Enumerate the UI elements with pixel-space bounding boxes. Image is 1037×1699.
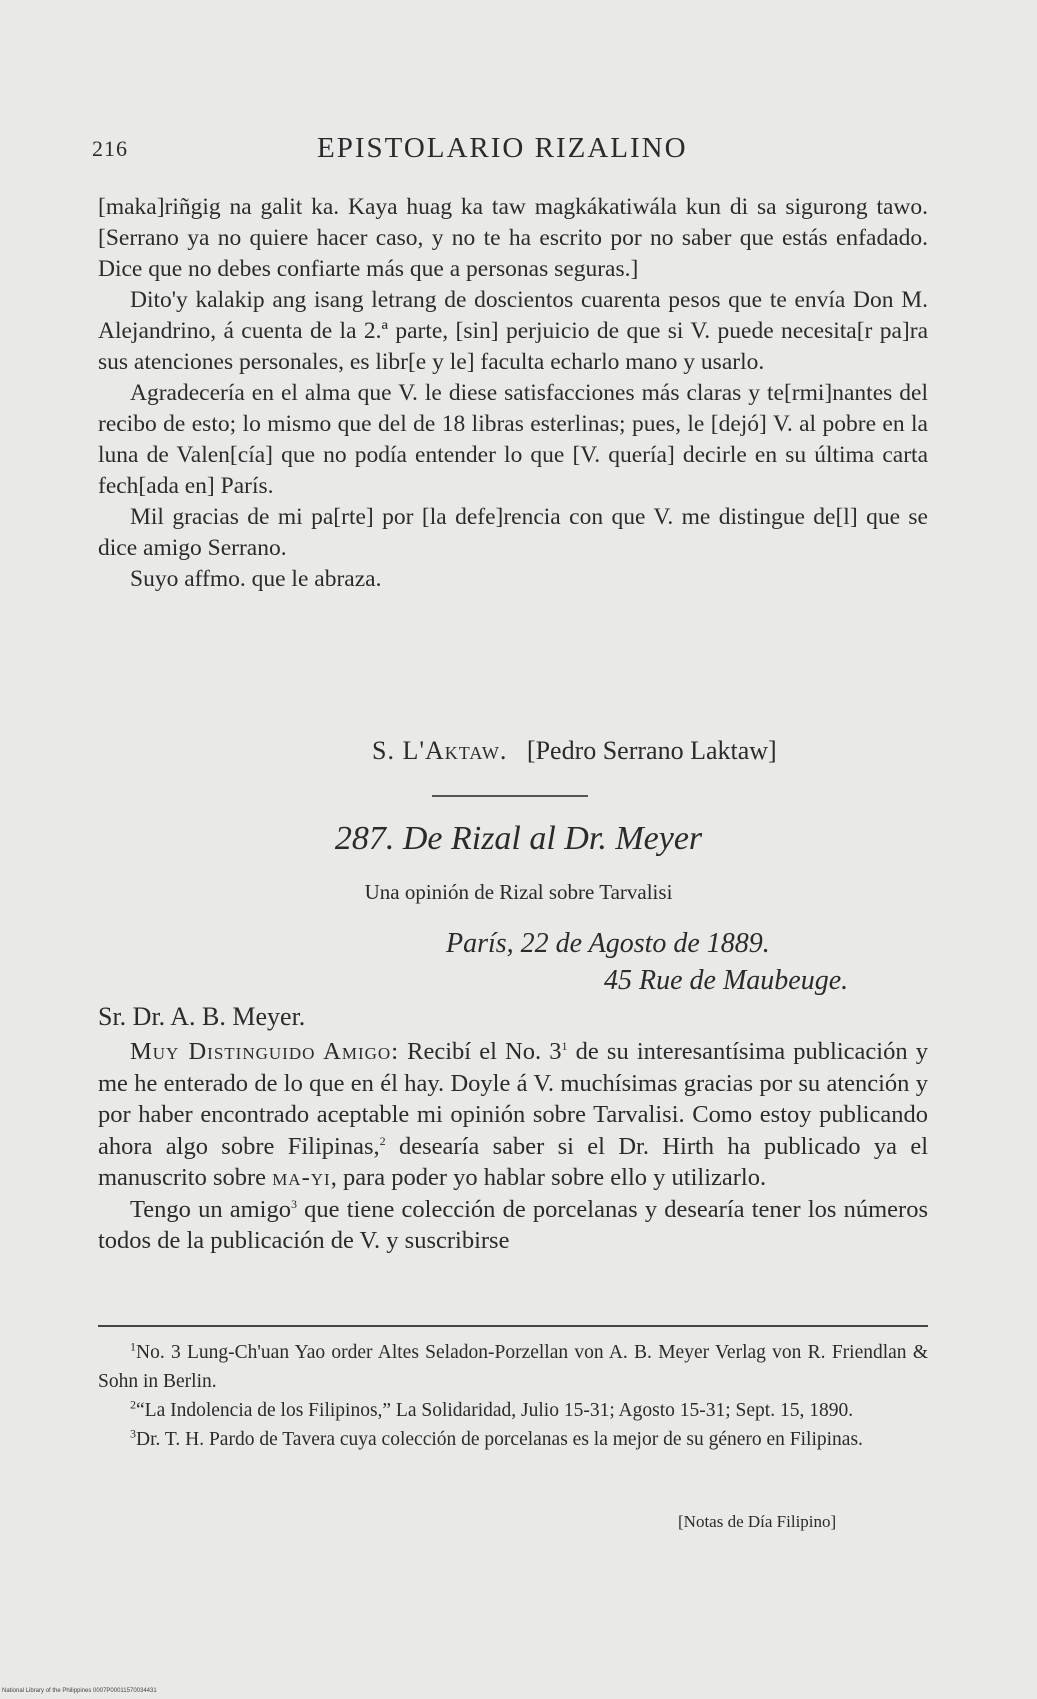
footnote-text: No. 3 Lung-Ch'uan Yao order Altes Seladon-Porzellan von A. B. Meyer Verlag von R. Friendlan & Sohn in Berlin. <box>98 1342 928 1392</box>
signature-note: [Pedro Serrano Laktaw] <box>526 736 777 765</box>
footnote-text: “La Indolencia de los Filipinos,” La Solidaridad, Julio 15-31; Agosto 15-31; Sept. 15, 1890. <box>136 1400 854 1421</box>
signature-line <box>372 736 777 766</box>
letter-subtitle: Una opinión de Rizal sobre Tarvalisi <box>364 880 673 904</box>
term: ma-yi <box>272 1164 331 1191</box>
running-head: EPISTOLARIO RIZALINO <box>317 132 688 164</box>
footnote <box>98 1425 928 1454</box>
text-run: Tengo un amigo <box>130 1195 291 1223</box>
letter-title: 287. De Rizal al Dr. Meyer <box>334 820 703 857</box>
paragraph: Suyo affmo. que le abraza. <box>130 566 382 592</box>
paragraph: [maka]riñgig na galit ka. Kaya huag ka taw magkákatiwála kun di sa sigurong tawo. [Serrano ya no quiere hacer caso, y no te ha escrito por no saber que estás enfadado. Dice que no debes confiarte más que a personas seguras.] <box>98 194 928 282</box>
footnote-mark: 3 <box>130 1426 136 1441</box>
footnote-ref: 3 <box>291 1196 297 1211</box>
paragraph <box>98 1194 928 1257</box>
signature: S. L'Aktaw. <box>372 736 508 765</box>
letter-body <box>98 1036 928 1257</box>
footnote-text: Dr. T. H. Pardo de Tavera cuya colección de porcelanas es la mejor de su género en Filipinas. <box>136 1429 863 1450</box>
footnote-ref: 2 <box>379 1133 386 1148</box>
footnotes <box>98 1338 928 1454</box>
text-run: Recibí el No. 3 <box>399 1038 562 1065</box>
paragraph: Agradecería en el alma que V. le diese satisfacciones más claras y te[rmi]nantes del recibo de esto; lo mismo que del de 18 libras esterlinas; pues, le [dejó] V. al pobre en la luna de Valen[cía] que no podía entender lo que [V. quería] decirle en su última carta fech[ada en] París. <box>98 380 928 499</box>
text-run: desearía saber si el Dr. Hirth ha publicado ya el manuscrito sobre <box>98 1132 928 1191</box>
footnote <box>98 1338 928 1396</box>
page-number: 216 <box>92 136 128 161</box>
previous-letter-body <box>98 192 928 595</box>
footnote-mark: 1 <box>130 1339 136 1354</box>
footnote-ref: 1 <box>561 1038 568 1053</box>
greeting: Muy Distinguido Amigo: <box>130 1038 399 1065</box>
place-date: París, 22 de Agosto de 1889. <box>446 928 770 959</box>
recipient: Sr. Dr. A. B. Meyer. <box>98 1002 306 1031</box>
footnote <box>98 1396 928 1425</box>
notes-credit: [Notas de Día Filipino] <box>678 1512 837 1531</box>
page-header <box>92 128 932 172</box>
footnote-rule <box>98 1325 928 1327</box>
scan-credit: National Library of the Philippines 0007P00011570034431 <box>2 1688 157 1694</box>
footnote-mark: 2 <box>130 1397 136 1412</box>
section-divider <box>432 795 588 797</box>
paragraph: Mil gracias de mi pa[rte] por [la defe]rencia con que V. me distingue de[l] que se dice amigo Serrano. <box>98 504 928 561</box>
paragraph: Dito'y kalakip ang isang letrang de doscientos cuarenta pesos que te envía Don M. Alejandrino, á cuenta de la 2.ª parte, [sin] perjuicio de que si V. puede necesita[r pa]ra sus atenciones personales, es libr[e y le] faculta echarlo mano y usarlo. <box>98 287 928 375</box>
address: 45 Rue de Maubeuge. <box>604 965 849 996</box>
paragraph <box>98 1036 928 1194</box>
text-run: , para poder yo hablar sobre ello y utilizarlo. <box>330 1164 767 1191</box>
text-run: que tiene colección de porcelanas y desearía tener los números todos de la publicación de V. y suscribirse <box>98 1195 928 1254</box>
text-run: de su interesantísima publicación y me he enterado de lo que en él hay. Doyle á V. muchísimas gracias por su atención y por haber encontrado aceptable mi opinión sobre Tarvalisi. Como estoy publicando ahora algo sobre Filipinas, <box>98 1038 928 1160</box>
